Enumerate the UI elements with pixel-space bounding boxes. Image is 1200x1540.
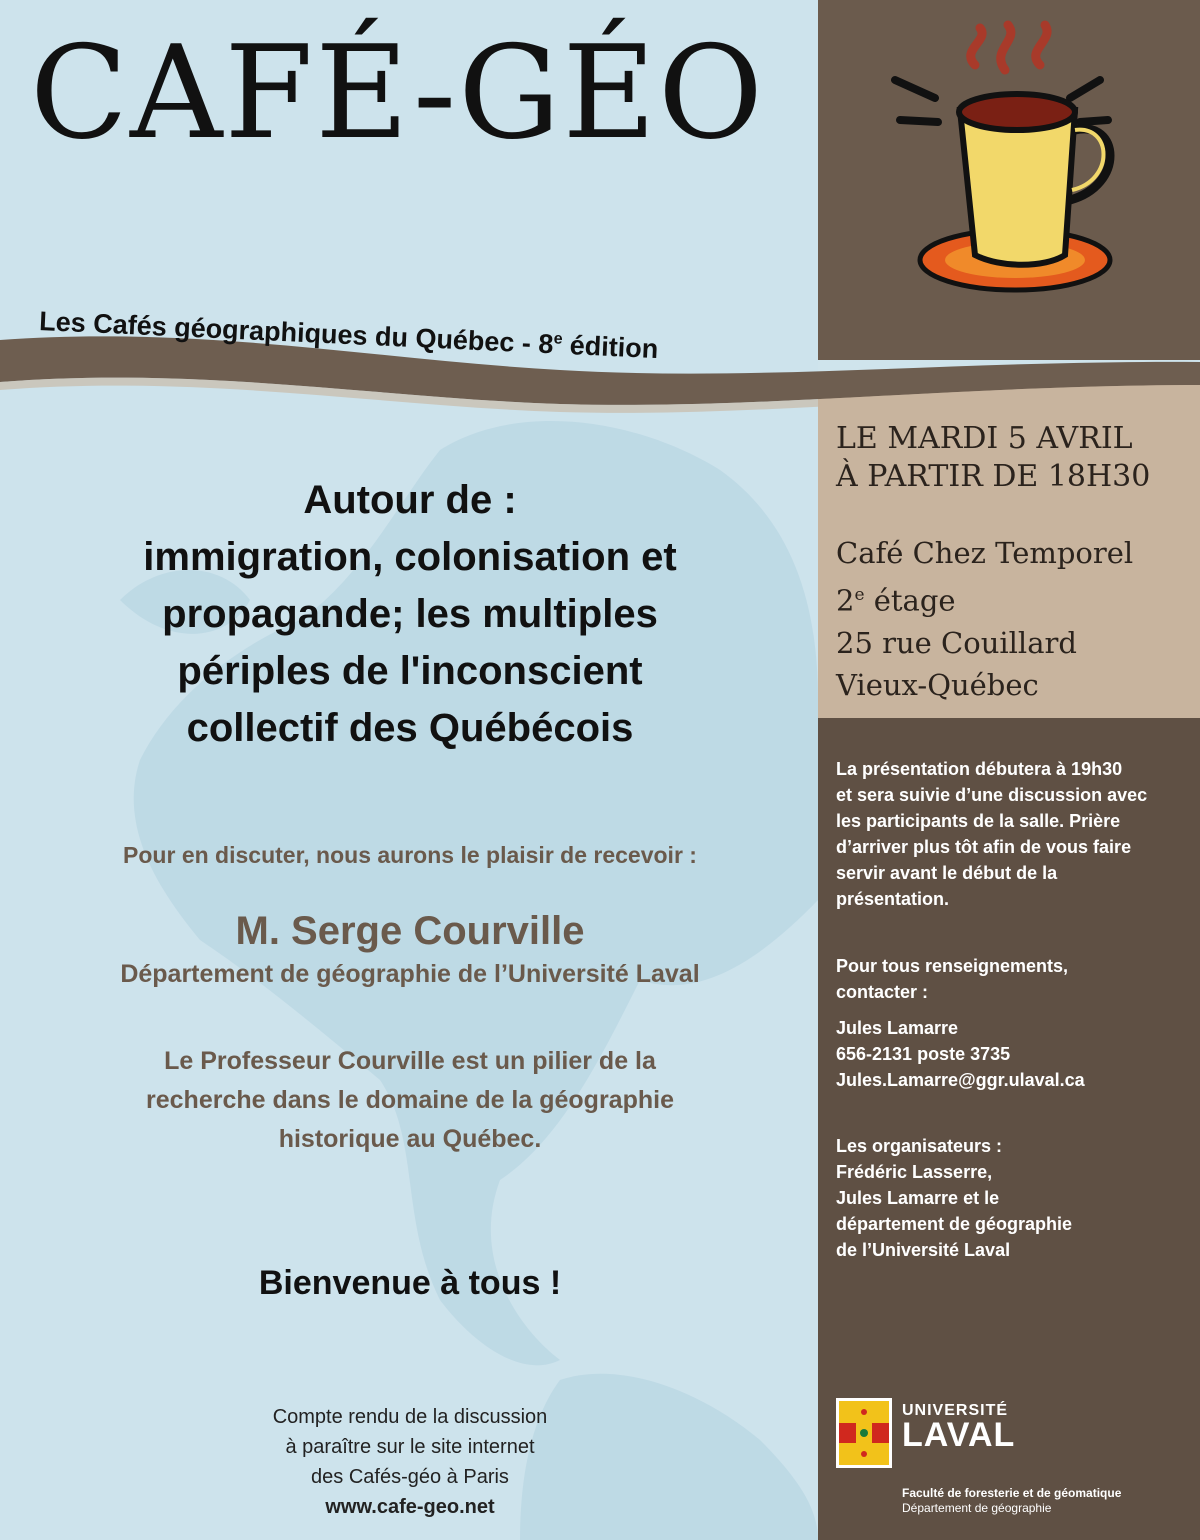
date-line-2: À PARTIR DE 18H30: [836, 459, 1151, 494]
info-line: et sera suivie d’une discussion avec: [836, 785, 1148, 805]
info-line: de l’Université Laval: [836, 1240, 1011, 1260]
discussion-topic: [40, 472, 780, 757]
contact-details: [836, 1015, 1176, 1093]
report-line: à paraître sur le site internet: [285, 1436, 535, 1458]
topic-line: périples de l'inconscient: [177, 649, 643, 693]
venue-line-1: Café Chez Temporel: [836, 536, 1134, 570]
logo-line-1: UNIVERSITÉ: [902, 1402, 1009, 1419]
info-line: servir avant le début de la: [836, 863, 1058, 883]
event-date: [836, 420, 1196, 496]
organizers: [836, 1133, 1176, 1263]
report-line: des Cafés-géo à Paris: [311, 1466, 509, 1488]
venue-line-4: Vieux-Québec: [836, 667, 1039, 702]
speaker-department: Département de géographie de l’Université Laval: [120, 960, 700, 988]
poster-title: CAFÉ-GÉO: [30, 19, 765, 168]
info-line: Frédéric Lasserre,: [836, 1162, 993, 1182]
faculty-name: Faculté de foresterie et de géomatique: [902, 1486, 1122, 1500]
venue-floor-superscript: e: [854, 585, 865, 605]
info-line: Les organisateurs :: [836, 1136, 1003, 1156]
department-name: Département de géographie: [902, 1501, 1052, 1515]
contact-heading: [836, 953, 1176, 1005]
info-line: Pour tous renseignements,: [836, 956, 1069, 976]
logo-line-2: LAVAL: [902, 1416, 1016, 1454]
website-link[interactable]: www.cafe-geo.net: [325, 1496, 495, 1518]
faculty-info: [902, 1486, 1121, 1516]
info-line: Jules Lamarre et le: [836, 1188, 1000, 1208]
topic-line: propagande; les multiples: [162, 592, 658, 636]
report-line: Compte rendu de la discussion: [272, 1406, 548, 1428]
subtitle-superscript: e: [553, 330, 563, 348]
topic-line: collectif des Québécois: [186, 706, 634, 750]
contact-email[interactable]: Jules.Lamarre@ggr.ulaval.ca: [836, 1070, 1085, 1090]
subtitle-end: édition: [561, 329, 659, 365]
info-line: contacter :: [836, 982, 929, 1002]
university-logo-text: [902, 1402, 1016, 1454]
info-line: présentation.: [836, 889, 950, 909]
info-line: La présentation débutera à 19h30: [836, 759, 1123, 779]
venue-line-2: [836, 574, 1196, 622]
coffee-cup-icon: [880, 10, 1140, 300]
presentation-info: [836, 756, 1176, 912]
info-line: d’arriver plus tôt afin de vous faire: [836, 837, 1132, 857]
topic-line: Autour de :: [303, 478, 517, 522]
venue-line-3: 25 rue Couillard: [836, 625, 1077, 660]
bio-line: historique au Québec.: [278, 1125, 542, 1153]
speaker-bio: [80, 1042, 740, 1159]
welcome-text: Bienvenue à tous !: [258, 1264, 562, 1302]
venue-floor-label: étage: [864, 583, 956, 618]
topic-line: immigration, colonisation et: [143, 535, 677, 579]
date-line-1: LE MARDI 5 AVRIL: [836, 421, 1133, 456]
speaker-name: M. Serge Courville: [235, 909, 585, 953]
report-notice: [160, 1402, 660, 1522]
university-shield-icon: [836, 1398, 892, 1468]
guest-invite-text: Pour en discuter, nous aurons le plaisir de recevoir :: [123, 842, 697, 868]
contact-phone[interactable]: 656-2131 poste 3735: [836, 1044, 1011, 1064]
bio-line: Le Professeur Courville est un pilier de la: [164, 1047, 656, 1075]
bio-line: recherche dans le domaine de la géographie: [146, 1086, 674, 1114]
info-line: département de géographie: [836, 1214, 1073, 1234]
event-venue: [836, 532, 1196, 706]
venue-floor-number: 2: [836, 583, 855, 618]
info-line: les participants de la salle. Prière: [836, 811, 1121, 831]
contact-name: Jules Lamarre: [836, 1018, 959, 1038]
subtitle-text: Les Cafés géographiques du Québec - 8: [38, 306, 555, 360]
